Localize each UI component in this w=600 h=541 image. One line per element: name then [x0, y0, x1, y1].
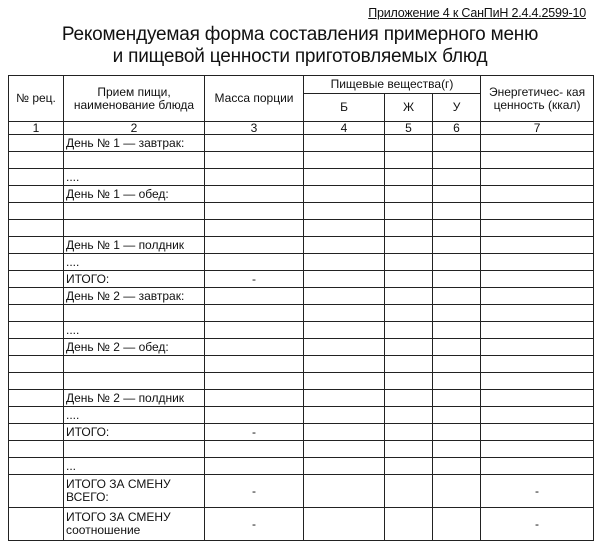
carbs-cell	[433, 220, 481, 237]
proteins-cell	[304, 407, 385, 424]
portion-mass-cell	[205, 288, 304, 305]
proteins-cell	[304, 169, 385, 186]
column-numbers-row	[9, 122, 594, 135]
header-meal-dish: Прием пищи, наименование блюда	[64, 76, 205, 122]
carbs-cell	[433, 186, 481, 203]
fats-cell	[385, 254, 433, 271]
portion-mass-cell	[205, 152, 304, 169]
table-row	[9, 424, 594, 441]
table-row	[9, 237, 594, 254]
dish-name-cell: День № 2 — обед:	[64, 339, 205, 356]
recipe-no-cell	[9, 237, 64, 254]
table-row	[9, 169, 594, 186]
document-title	[0, 24, 600, 68]
proteins-cell	[304, 424, 385, 441]
carbs-cell	[433, 203, 481, 220]
portion-mass-cell: -	[205, 424, 304, 441]
carbs-cell	[433, 475, 481, 508]
dish-name-cell: ....	[64, 254, 205, 271]
dish-name-cell: ....	[64, 407, 205, 424]
dish-name-cell	[64, 356, 205, 373]
dish-name-cell: День № 1 — завтрак:	[64, 135, 205, 152]
carbs-cell	[433, 288, 481, 305]
table-row	[9, 458, 594, 475]
dish-name-cell	[64, 220, 205, 237]
table-row	[9, 288, 594, 305]
dish-name-cell	[64, 152, 205, 169]
proteins-cell	[304, 254, 385, 271]
table-row	[9, 390, 594, 407]
energy-cell: -	[481, 475, 594, 508]
recipe-no-cell	[9, 203, 64, 220]
proteins-cell	[304, 186, 385, 203]
recipe-no-cell	[9, 390, 64, 407]
table-row	[9, 407, 594, 424]
header-carbs: У	[433, 94, 481, 122]
table-row	[9, 356, 594, 373]
fats-cell	[385, 237, 433, 254]
column-number: 6	[433, 122, 481, 135]
proteins-cell	[304, 339, 385, 356]
header-nutrients: Пищевые вещества(г)	[304, 76, 481, 94]
table-row	[9, 322, 594, 339]
column-number: 1	[9, 122, 64, 135]
proteins-cell	[304, 390, 385, 407]
fats-cell	[385, 169, 433, 186]
recipe-no-cell	[9, 424, 64, 441]
portion-mass-cell: -	[205, 475, 304, 508]
fats-cell	[385, 135, 433, 152]
carbs-cell	[433, 424, 481, 441]
energy-cell	[481, 254, 594, 271]
dish-name-cell	[64, 203, 205, 220]
recipe-no-cell	[9, 152, 64, 169]
portion-mass-cell	[205, 254, 304, 271]
portion-mass-cell	[205, 407, 304, 424]
column-number: 4	[304, 122, 385, 135]
carbs-cell	[433, 271, 481, 288]
dish-name-cell: ИТОГО ЗА СМЕНУ ВСЕГО:	[64, 475, 205, 508]
carbs-cell	[433, 373, 481, 390]
fats-cell	[385, 305, 433, 322]
fats-cell	[385, 271, 433, 288]
carbs-cell	[433, 339, 481, 356]
title-line-1: Рекомендуемая форма составления примерного меню	[61, 24, 539, 45]
portion-mass-cell	[205, 135, 304, 152]
menu-table	[8, 75, 594, 541]
fats-cell	[385, 220, 433, 237]
portion-mass-cell	[205, 237, 304, 254]
carbs-cell	[433, 390, 481, 407]
proteins-cell	[304, 508, 385, 541]
dish-name-cell: ....	[64, 322, 205, 339]
proteins-cell	[304, 475, 385, 508]
dish-name-cell	[64, 305, 205, 322]
header-recipe-no: № рец.	[9, 76, 64, 122]
recipe-no-cell	[9, 475, 64, 508]
energy-cell	[481, 322, 594, 339]
table-row	[9, 186, 594, 203]
dish-name-cell: День № 1 — обед:	[64, 186, 205, 203]
carbs-cell	[433, 441, 481, 458]
dish-name-cell: День № 2 — завтрак:	[64, 288, 205, 305]
fats-cell	[385, 424, 433, 441]
fats-cell	[385, 407, 433, 424]
proteins-cell	[304, 288, 385, 305]
table-row	[9, 508, 594, 541]
portion-mass-cell	[205, 220, 304, 237]
proteins-cell	[304, 458, 385, 475]
dish-name-cell	[64, 441, 205, 458]
recipe-no-cell	[9, 458, 64, 475]
recipe-no-cell	[9, 373, 64, 390]
appendix-reference: Приложение 4 к СанПиН 2.4.4.2599-10	[368, 6, 586, 20]
energy-cell	[481, 135, 594, 152]
table-row	[9, 339, 594, 356]
fats-cell	[385, 339, 433, 356]
recipe-no-cell	[9, 271, 64, 288]
carbs-cell	[433, 305, 481, 322]
dish-name-cell	[64, 373, 205, 390]
recipe-no-cell	[9, 441, 64, 458]
fats-cell	[385, 373, 433, 390]
energy-cell	[481, 339, 594, 356]
proteins-cell	[304, 237, 385, 254]
portion-mass-cell	[205, 390, 304, 407]
dish-name-cell: ИТОГО:	[64, 271, 205, 288]
header-portion-mass: Масса порции	[205, 76, 304, 122]
portion-mass-cell	[205, 373, 304, 390]
energy-cell	[481, 407, 594, 424]
energy-cell	[481, 169, 594, 186]
portion-mass-cell	[205, 441, 304, 458]
carbs-cell	[433, 152, 481, 169]
table-row	[9, 373, 594, 390]
portion-mass-cell: -	[205, 508, 304, 541]
energy-cell	[481, 305, 594, 322]
energy-cell	[481, 424, 594, 441]
proteins-cell	[304, 322, 385, 339]
fats-cell	[385, 203, 433, 220]
carbs-cell	[433, 407, 481, 424]
portion-mass-cell	[205, 356, 304, 373]
carbs-cell	[433, 135, 481, 152]
recipe-no-cell	[9, 508, 64, 541]
proteins-cell	[304, 305, 385, 322]
dish-name-cell: ....	[64, 169, 205, 186]
fats-cell	[385, 441, 433, 458]
energy-cell	[481, 271, 594, 288]
table-row	[9, 305, 594, 322]
portion-mass-cell	[205, 169, 304, 186]
carbs-cell	[433, 458, 481, 475]
recipe-no-cell	[9, 356, 64, 373]
portion-mass-cell	[205, 305, 304, 322]
table-row	[9, 152, 594, 169]
proteins-cell	[304, 441, 385, 458]
portion-mass-cell: -	[205, 271, 304, 288]
energy-cell	[481, 220, 594, 237]
portion-mass-cell	[205, 322, 304, 339]
carbs-cell	[433, 508, 481, 541]
table-row	[9, 441, 594, 458]
column-number: 5	[385, 122, 433, 135]
table-row	[9, 203, 594, 220]
dish-name-cell: ИТОГО:	[64, 424, 205, 441]
header-energy-value: Энергетичес- кая ценность (ккал)	[481, 76, 594, 122]
fats-cell	[385, 152, 433, 169]
fats-cell	[385, 475, 433, 508]
recipe-no-cell	[9, 288, 64, 305]
header-proteins: Б	[304, 94, 385, 122]
proteins-cell	[304, 152, 385, 169]
energy-cell	[481, 152, 594, 169]
column-number: 3	[205, 122, 304, 135]
carbs-cell	[433, 237, 481, 254]
portion-mass-cell	[205, 203, 304, 220]
proteins-cell	[304, 271, 385, 288]
table-row	[9, 271, 594, 288]
carbs-cell	[433, 169, 481, 186]
recipe-no-cell	[9, 186, 64, 203]
proteins-cell	[304, 356, 385, 373]
recipe-no-cell	[9, 135, 64, 152]
portion-mass-cell	[205, 339, 304, 356]
table-row	[9, 220, 594, 237]
menu-body	[9, 135, 594, 541]
energy-cell	[481, 203, 594, 220]
carbs-cell	[433, 356, 481, 373]
energy-cell	[481, 288, 594, 305]
fats-cell	[385, 288, 433, 305]
energy-cell	[481, 441, 594, 458]
carbs-cell	[433, 322, 481, 339]
carbs-cell	[433, 254, 481, 271]
recipe-no-cell	[9, 220, 64, 237]
energy-cell	[481, 458, 594, 475]
proteins-cell	[304, 135, 385, 152]
energy-cell	[481, 373, 594, 390]
column-number: 2	[64, 122, 205, 135]
table-row	[9, 475, 594, 508]
recipe-no-cell	[9, 322, 64, 339]
fats-cell	[385, 390, 433, 407]
fats-cell	[385, 186, 433, 203]
recipe-no-cell	[9, 305, 64, 322]
energy-cell	[481, 356, 594, 373]
proteins-cell	[304, 373, 385, 390]
energy-cell: -	[481, 508, 594, 541]
portion-mass-cell	[205, 458, 304, 475]
title-line-2: и пищевой ценности приготовляемых блюд	[112, 46, 488, 67]
table-row	[9, 135, 594, 152]
fats-cell	[385, 322, 433, 339]
table-row	[9, 254, 594, 271]
fats-cell	[385, 458, 433, 475]
recipe-no-cell	[9, 407, 64, 424]
header-fats: Ж	[385, 94, 433, 122]
recipe-no-cell	[9, 254, 64, 271]
energy-cell	[481, 390, 594, 407]
proteins-cell	[304, 203, 385, 220]
dish-name-cell: День № 2 — полдник	[64, 390, 205, 407]
dish-name-cell: ИТОГО ЗА СМЕНУ соотношение	[64, 508, 205, 541]
fats-cell	[385, 508, 433, 541]
recipe-no-cell	[9, 339, 64, 356]
energy-cell	[481, 186, 594, 203]
dish-name-cell: День № 1 — полдник	[64, 237, 205, 254]
dish-name-cell: ...	[64, 458, 205, 475]
fats-cell	[385, 356, 433, 373]
energy-cell	[481, 237, 594, 254]
portion-mass-cell	[205, 186, 304, 203]
proteins-cell	[304, 220, 385, 237]
recipe-no-cell	[9, 169, 64, 186]
column-number: 7	[481, 122, 594, 135]
